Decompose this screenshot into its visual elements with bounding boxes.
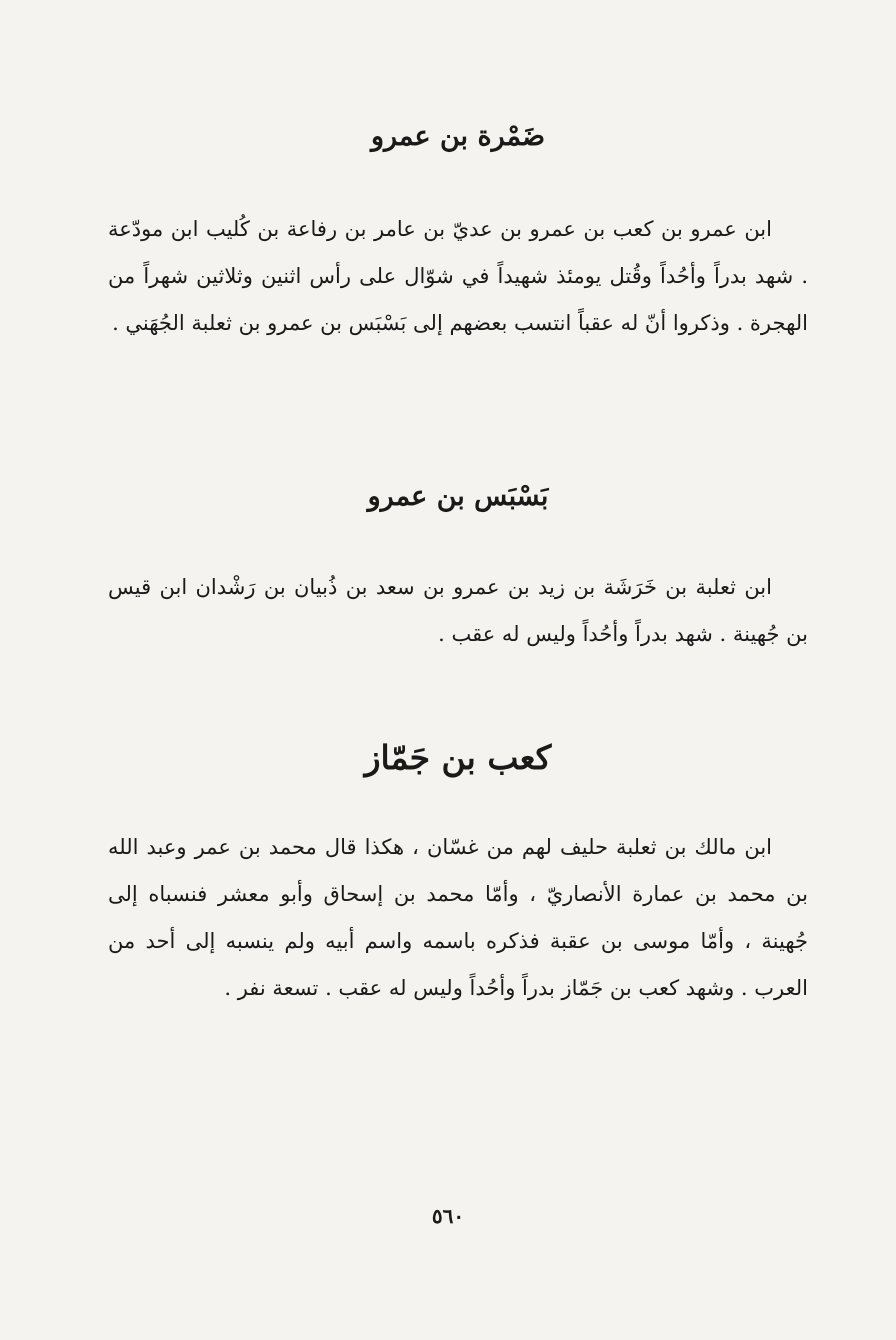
entry-text: ابن ثعلبة بن خَرَشَة بن زيد بن عمرو بن سعد بن ذُبيان بن رَشْدان ابن قيس بن جُهينة . شهد بدراً وأحُداً وليس له عقب . xyxy=(108,575,808,646)
entry-text: ابن مالك بن ثعلبة حليف لهم من غسّان ، هكذا قال محمد بن عمر وعبد الله بن محمد بن عمارة الأنصاريّ ، وأمّا محمد بن إسحاق وأبو معشر فنسباه إلى جُهينة ، وأمّا موسى بن عقبة فذكره باسمه واسم أبيه ولم ينسبه إلى أحد من العرب . وشهد كعب بن جَمّاز بدراً وأحُداً وليس له عقب . تسعة نفر . xyxy=(108,835,808,1000)
entry-text: ابن عمرو بن كعب بن عمرو بن عديّ بن عامر بن رفاعة بن كُليب ابن مودّعة . شهد بدراً وأحُداً وقُتل يومئذ شهيداً في شوّال على رأس اثنين وثلاثين شهراً من الهجرة . وذكروا أنّ له عقباً انتسب بعضهم إلى بَسْبَس بن عمرو بن ثعلبة الجُهَني . xyxy=(108,217,808,335)
entry-title: كعب بن جَمّاز xyxy=(364,738,552,777)
biography-entry xyxy=(108,728,808,1012)
entry-title: بَسْبَس بن عمرو xyxy=(367,481,549,512)
page-number: ٥٦٠ xyxy=(431,1204,465,1228)
entry-title: ضَمْرة بن عمرو xyxy=(370,121,546,152)
biography-entry xyxy=(108,112,808,347)
biography-entry xyxy=(108,472,808,658)
